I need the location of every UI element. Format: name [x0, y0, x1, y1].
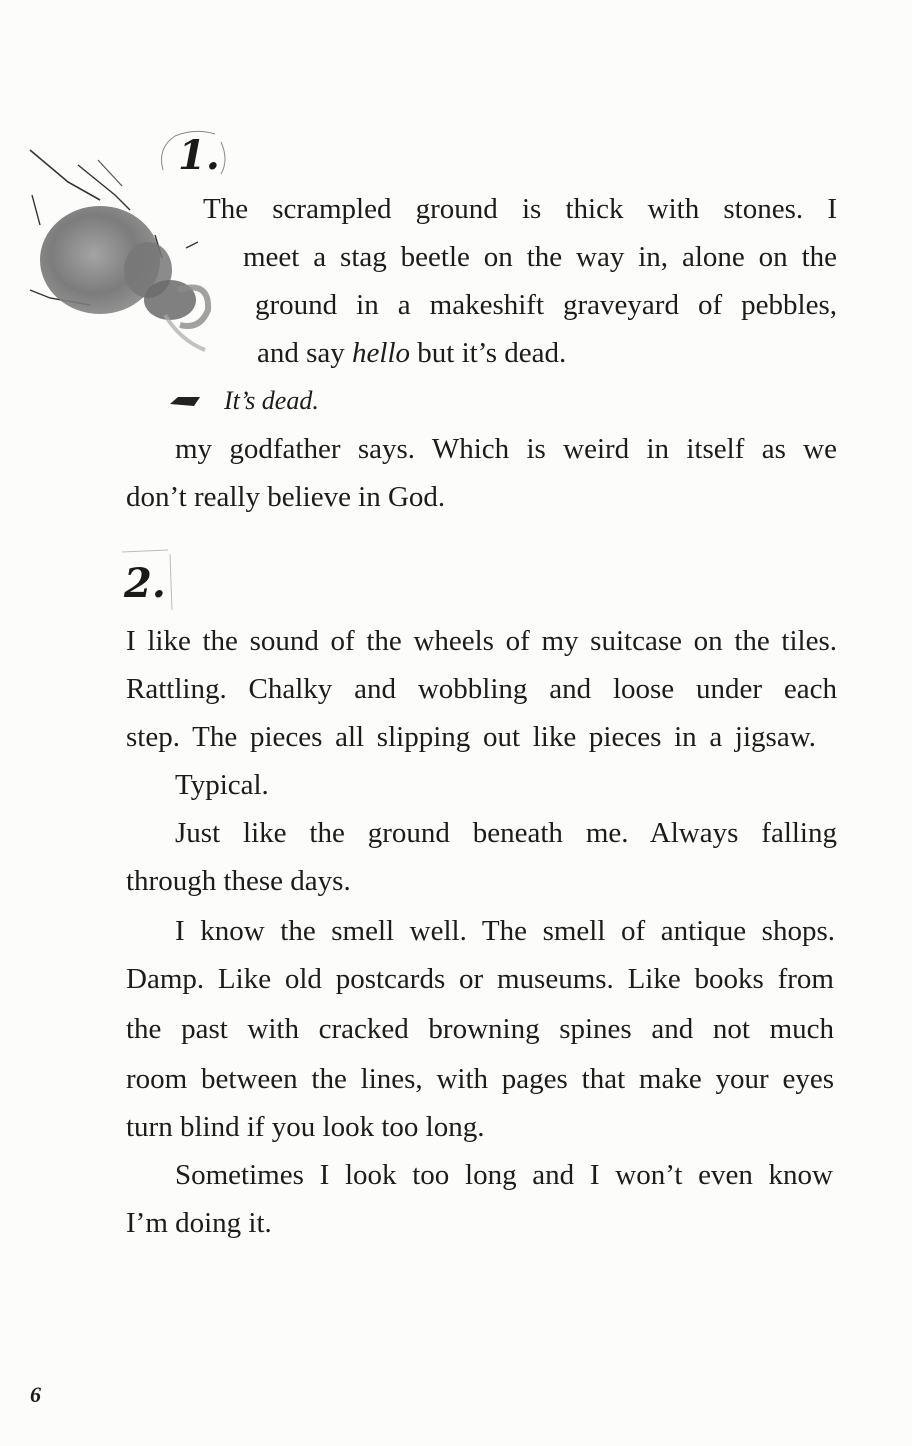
line-text: but it’s dead.: [410, 337, 567, 369]
section-number-1: 1.: [178, 132, 220, 179]
section2-line-12: Sometimes I look too long and I won’t even know: [175, 1159, 833, 1191]
section-number-2: 2.: [124, 560, 166, 607]
section2-line-6: through these days.: [126, 865, 351, 897]
section2-line-5: Just like the ground beneath me. Always falling: [175, 817, 837, 849]
section1-line-4: [257, 336, 566, 370]
section2-line-11: turn blind if you look too long.: [126, 1111, 485, 1143]
section2-line-7: I know the smell well. The smell of antique shops.: [175, 915, 835, 947]
section1-after-line-1: my godfather says. Which is weird in itself as we: [175, 433, 837, 465]
dialogue-its-dead: It’s dead.: [224, 386, 319, 415]
section1-line-3: ground in a makeshift graveyard of pebbles,: [255, 289, 837, 321]
section2-line-8: Damp. Like old postcards or museums. Like books from: [126, 963, 834, 995]
section2-line-4: Typical.: [175, 769, 269, 801]
section2-line-1: I like the sound of the wheels of my suitcase on the tiles.: [126, 625, 837, 657]
section2-line-9: the past with cracked browning spines and not much: [126, 1013, 834, 1045]
section2-line-10: room between the lines, with pages that make your eyes: [126, 1063, 834, 1095]
section1-line-1: The scrampled ground is thick with stones. I: [203, 193, 837, 225]
emphasis-hello: hello: [352, 337, 411, 369]
section2-line-2: Rattling. Chalky and wobbling and loose under each: [126, 673, 837, 705]
speech-dash-icon: [168, 394, 202, 410]
section1-line-2: meet a stag beetle on the way in, alone on the: [243, 241, 837, 273]
page-number: 6: [30, 1382, 41, 1407]
section2-line-13: I’m doing it.: [126, 1207, 272, 1239]
line-text: and say: [257, 337, 353, 369]
section1-after-line-2: don’t really believe in God.: [126, 481, 446, 513]
section2-line-3: step. The pieces all slipping out like pieces in a jigsaw.: [126, 721, 816, 753]
